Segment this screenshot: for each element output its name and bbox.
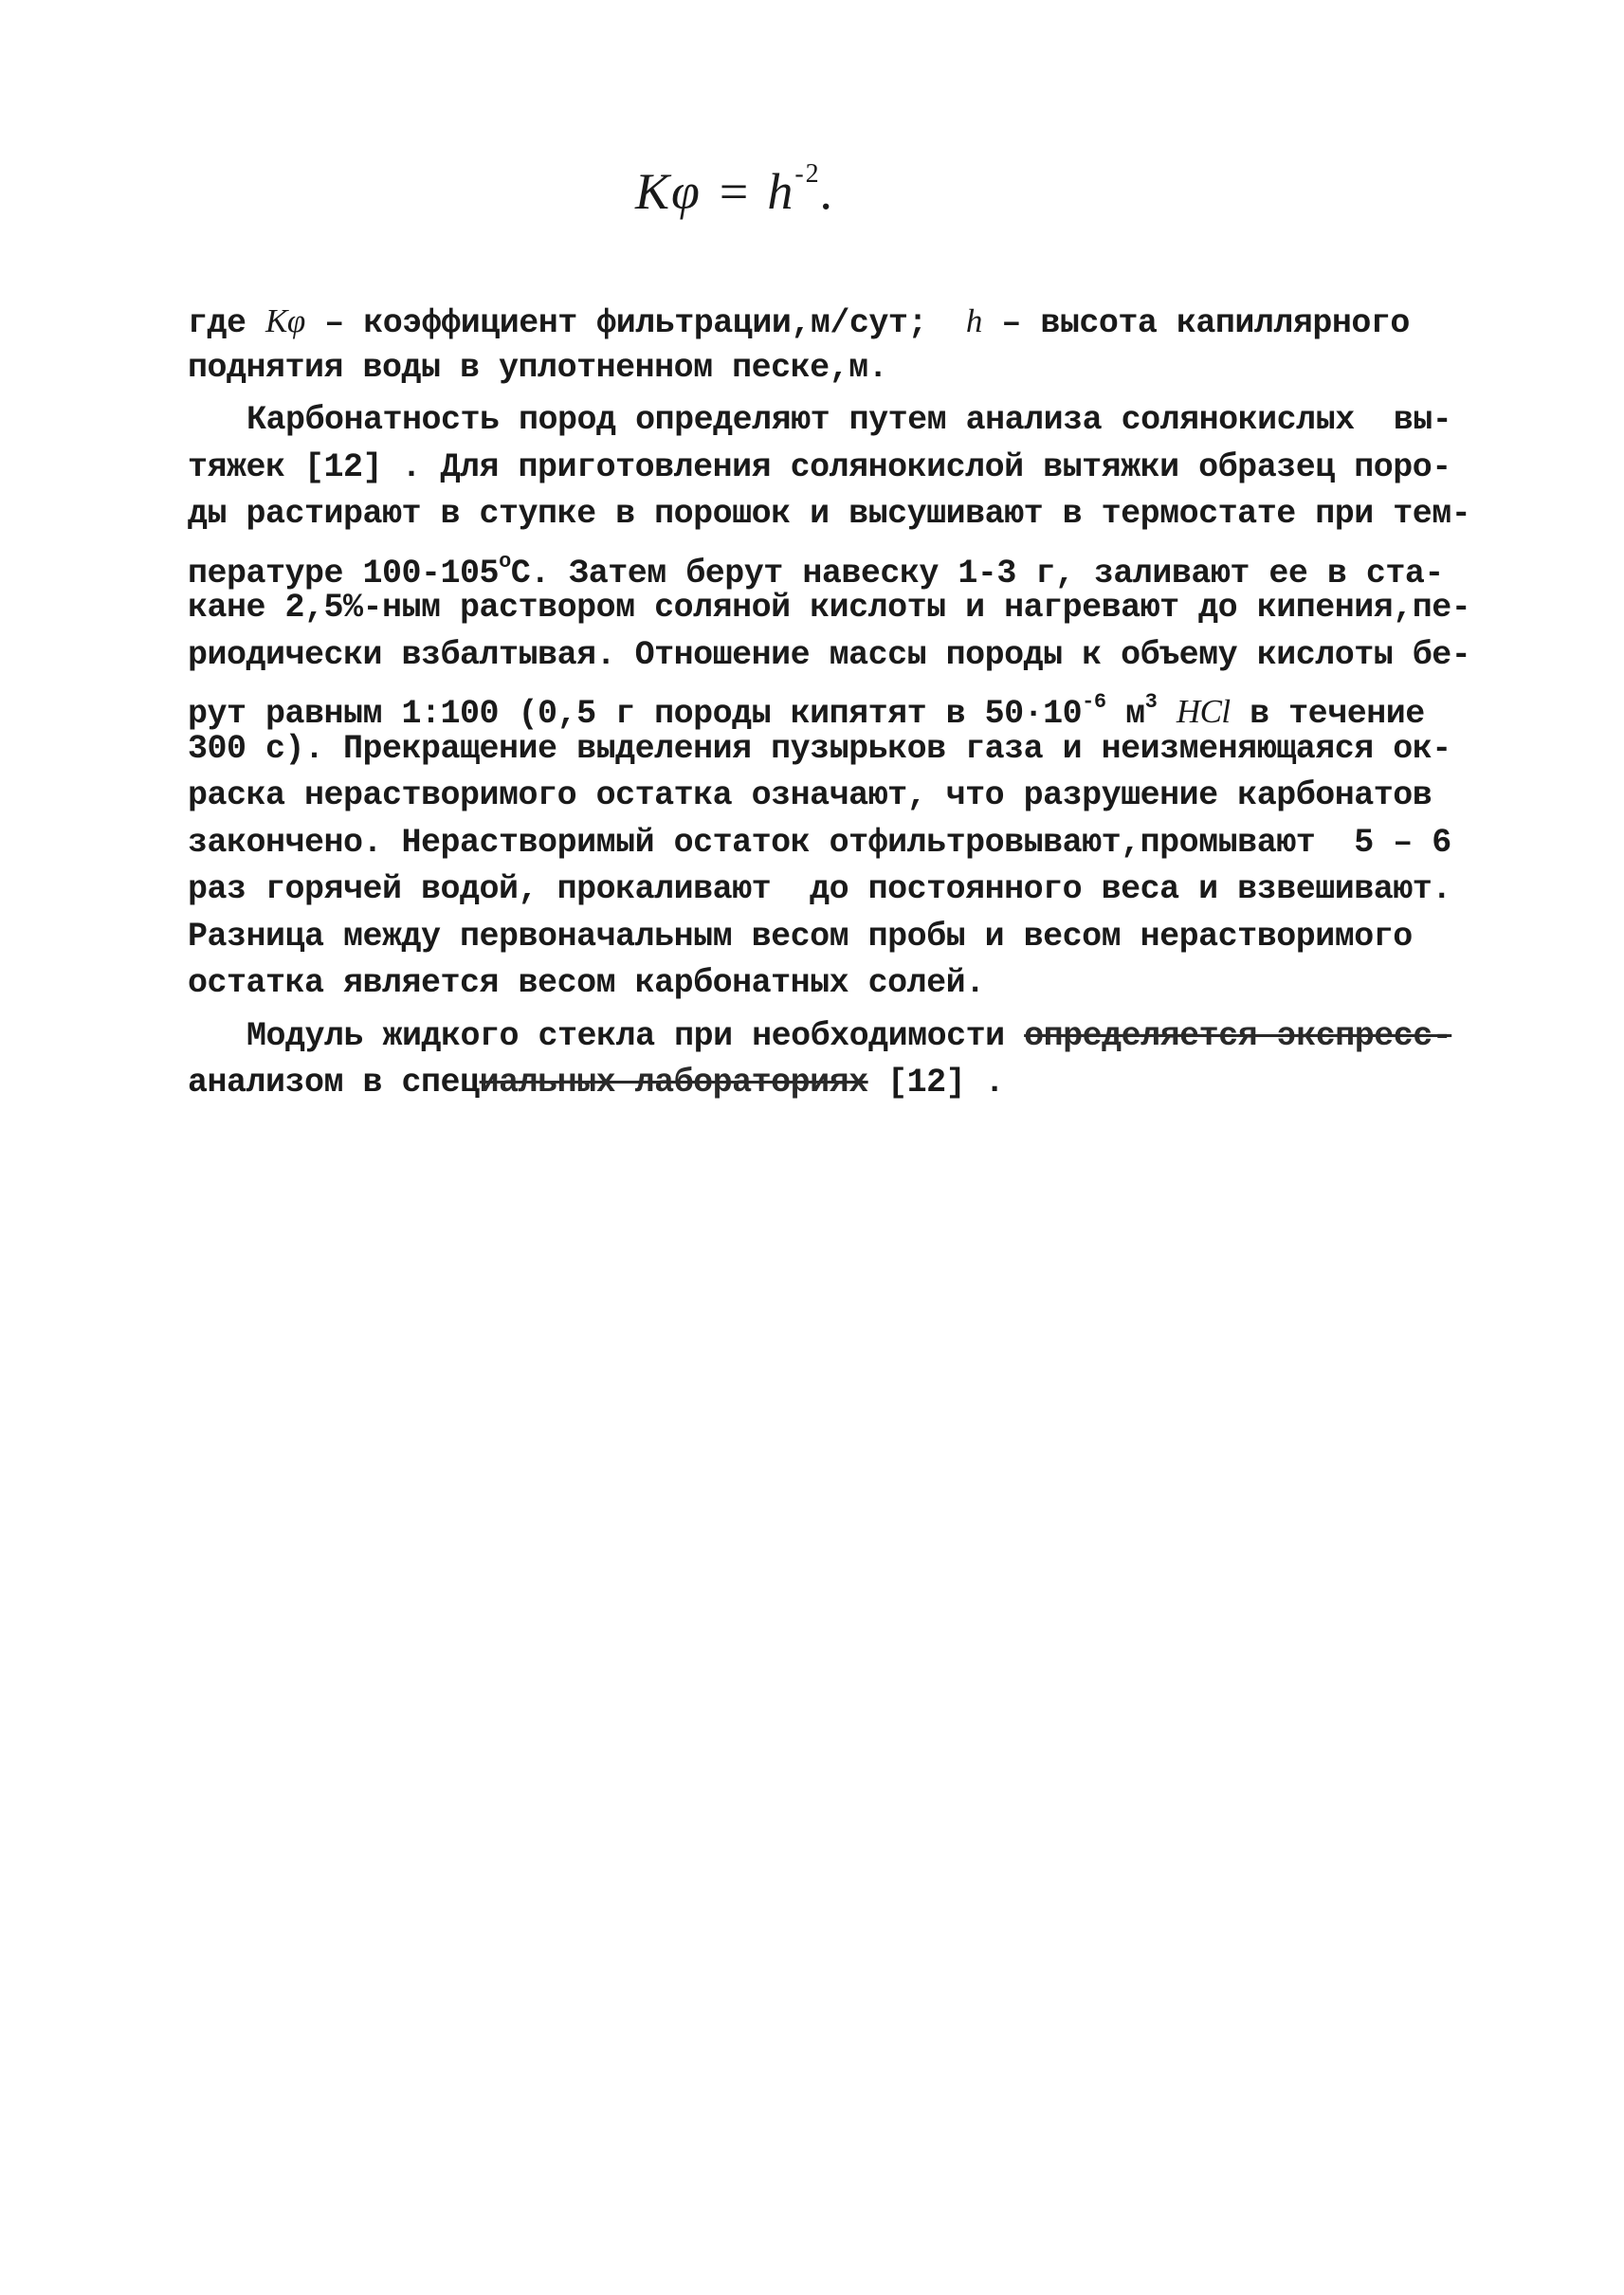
paragraph-2-line-2: анализом в специальных лабораториях [12] . (188, 1064, 1005, 1102)
paragraph-1-line-5: кане 2,5%-ным раствором соляной кислоты и нагревают до кипения,пе- (188, 589, 1471, 627)
exponent-3: 3 (1144, 690, 1158, 714)
formula-lhs: Kφ (635, 163, 702, 220)
h-symbol: h (965, 302, 982, 339)
definition-line-2: поднятия воды в уплотненном песке,м. (188, 348, 888, 387)
paragraph-1-line-3: ды растирают в ступке в порошок и высушивают в термостате при тем- (188, 495, 1471, 533)
paragraph-1-line-9: раска нерастворимого остатка означают, что разрушение карбонатов (188, 776, 1432, 814)
body-text (188, 298, 1471, 1107)
paragraph-1-line-12: Разница между первоначальным весом пробы и весом нерастворимого (188, 917, 1413, 956)
formula-exponent: -2 (794, 159, 821, 189)
hcl-formula: HCl (1176, 693, 1231, 730)
paragraph-1-line-8: 300 с). Прекращение выделения пузырьков газа и неизменяющаяся ок- (188, 729, 1451, 768)
struck-text-1: определяется экспресс- (1024, 1016, 1452, 1055)
k-symbol: Kφ (265, 302, 305, 339)
paragraph-1-line-13: остатка является весом карбонатных солей. (188, 964, 985, 1002)
degree-sign: o (499, 549, 511, 574)
formula-eq: = (716, 163, 753, 220)
struck-text-2: иальных лабораториях (479, 1064, 868, 1102)
exponent-minus-6: -6 (1082, 690, 1106, 714)
paragraph-1-line-11: раз горячей водой, прокаливают до постоянного веса и взвешивают. (188, 870, 1451, 908)
paragraph-2-line-1: Модуль жидкого стекла при необходимости определяется экспресс- (246, 1016, 1452, 1055)
paragraph-1-line-1: Карбонатность пород определяют путем анализа солянокислых вы- (246, 401, 1452, 439)
paragraph-1-line-6: риодически взбалтывая. Отношение массы породы к объему кислоты бе- (188, 635, 1471, 674)
paragraph-1-line-7: рут равным 1:100 (0,5 г породы кипятят в $50\cdot 10^{-6}$ $м^3$ HCl в течение (188, 690, 1425, 733)
formula (635, 159, 835, 221)
paragraph-1-line-10: закончено. Нерастворимый остаток отфильтровывают,промывают 5 – 6 (188, 823, 1451, 862)
formula-rhs: h (767, 163, 795, 220)
formula-tail: . (820, 163, 836, 220)
paragraph-1-line-2: тяжек [12] . Для приготовления солянокислой вытяжки образец поро- (188, 447, 1451, 486)
paragraph-1-line-4: пературе 100-105$^o$С. Затем берут навеску 1-3 г, заливают ее в ста- (188, 549, 1444, 592)
definition-line-1: где Kφ – коэффициент фильтрации,м/сут; h – высота капиллярного (188, 302, 1410, 342)
